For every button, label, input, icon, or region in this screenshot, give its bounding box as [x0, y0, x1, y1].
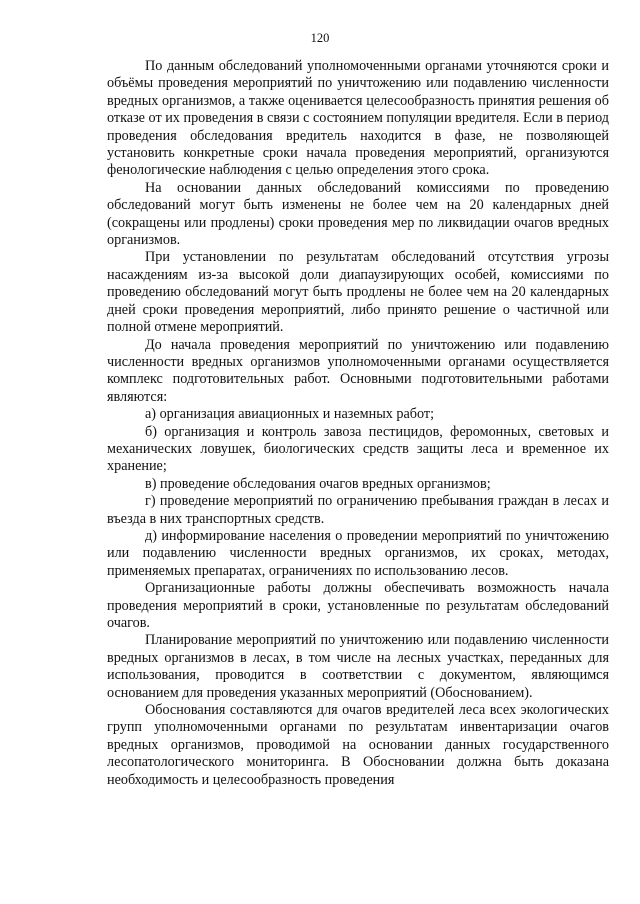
list-item-g: г) проведение мероприятий по ограничению пребывания граждан в лесах и въезда в них транспортных средств.	[107, 493, 609, 527]
paragraph-extension: При установлении по результатам обследований отсутствия угрозы насаждениям из-за высокой доли диапаузирующих особей, комиссиями по проведению обследований могут быть продлены не более чем на 20 календарных дней сроки проведения мероприятий, либо принято решение о частичной или полной отмене мероприятий.	[107, 249, 609, 336]
list-item-a: а) организация авиационных и наземных работ;	[145, 406, 435, 423]
list-item-v: в) проведение обследования очагов вредных организмов;	[145, 475, 491, 492]
document-body	[107, 58, 609, 789]
paragraph-organizational-works: Организационные работы должны обеспечивать возможность начала проведения мероприятий в сроки, установленные по результатам обследований очагов.	[107, 580, 609, 631]
paragraph-planning: Планирование мероприятий по уничтожению или подавлению численности вредных организмов в лесах, в том числе на лесных участках, переданных для использования, проводится в соответствии с документом, являющимся основанием для проведения указанных мероприятий (Обоснованием).	[107, 632, 609, 701]
list-item-d: д) информирование населения о проведении мероприятий по уничтожению или подавлению численности вредных организмов, их сроках, методах, применяемых препаратах, ограничениях по использованию лесов.	[107, 527, 609, 579]
paragraph-survey-results: По данным обследований уполномоченными органами уточняются сроки и объёмы проведения мероприятий по уничтожению или подавлению численности вредных организмов, а также оценивается целесообразность принятия решения об отказе от их проведения в связи с состоянием популяции вредителя. Если в период проведения обследования вредитель находится в фазе, не позволяющей установить конкретные сроки начала проведения мероприятий, организуются фенологические наблюдения с целью определения этого срока.	[107, 58, 609, 179]
list-item-b: б) организация и контроль завоза пестицидов, феромонных, световых и механических ловушек, биологических средств защиты леса и временное их хранение;	[107, 423, 609, 475]
paragraph-preparatory-works: До начала проведения мероприятий по уничтожению или подавлению численности вредных организмов уполномоченными органами осуществляется комплекс подготовительных работ. Основными подготовительными работами являются:	[107, 336, 609, 405]
paragraph-deadline-change: На основании данных обследований комиссиями по проведению обследований могут быть изменены не более чем на 20 календарных дней (сокращены или продлены) сроки проведения мер по ликвидации очагов вредных организмов.	[107, 179, 609, 249]
paragraph-justification: Обоснования составляются для очагов вредителей леса всех экологических групп уполномоченными органами по результатам инвентаризации очагов вредных организмов, проводимой на основании данных государственного лесопатологического мониторинга. В Обосновании должна быть доказана необходимость и целесообразность проведения	[107, 702, 609, 788]
page-number: 120	[310, 31, 330, 45]
